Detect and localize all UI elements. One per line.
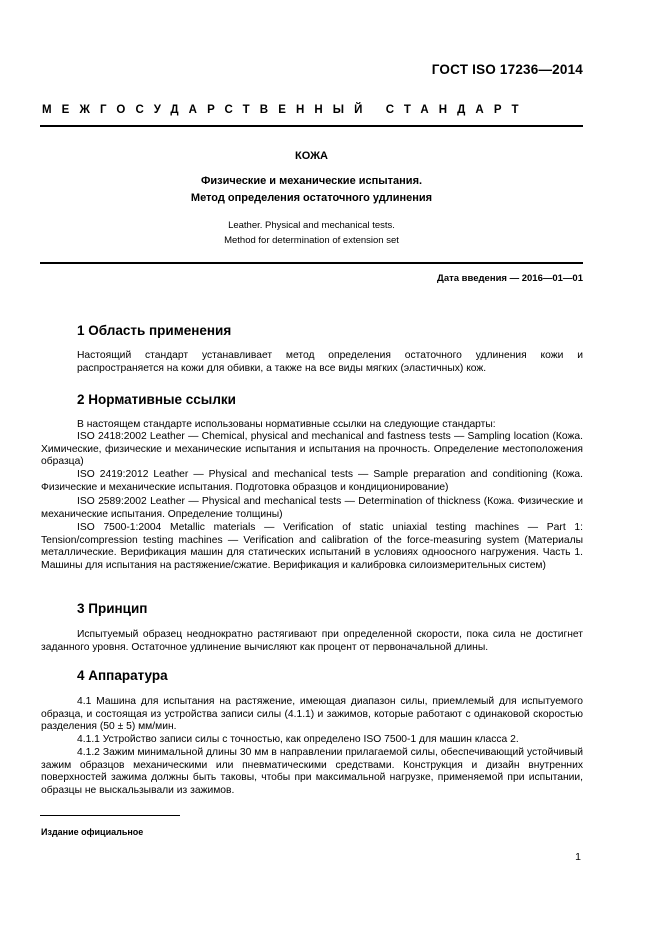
official-edition-note: Издание официальное (41, 827, 144, 837)
footer-rule (40, 815, 180, 816)
section-3-paragraph: Испытуемый образец неоднократно растягивают при определенной скорости, пока сила не достигнет заданного уровня. Остаточное удлинение вычисляют как процент от первоначальной длины. (41, 629, 583, 653)
page-number: 1 (575, 851, 581, 863)
standard-number: ГОСТ ISO 17236—2014 (431, 62, 583, 77)
interstate-standard-banner: МЕЖГОСУДАРСТВЕННЫЙ СТАНДАРТ (42, 104, 529, 116)
clause-4-1-1: 4.1.1 Устройство записи силы с точностью, как определено ISO 7500-1 для машин класса 2. (77, 734, 519, 745)
subtitle-ru-line1: Физические и механические испытания. (200, 175, 423, 187)
section-2-heading: 2 Нормативные ссылки (77, 392, 236, 407)
section-3-heading: 3 Принцип (77, 601, 148, 616)
title-rule (40, 262, 583, 264)
subtitle-en-line1: Leather. Physical and mechanical tests. (228, 220, 395, 231)
section-2-intro: В настоящем стандарте использованы нормативные ссылки на следующие стандарты: (77, 419, 496, 430)
section-1-heading: 1 Область применения (77, 323, 232, 338)
clause-4-1-2: 4.1.2 Зажим минимальной длины 30 мм в направлении прилагаемой силы, обеспечивающий устойчивый зажим образцов механическими или пневматическими средствами. Конструкция и дизайн внутренних поверхностей зажима должны быть таковы, чтобы при максимальной нагрузке, применяемой при испытании, образцы не выскальзывали из зажимов. (41, 747, 583, 796)
subtitle-ru-line2: Метод определения остаточного удлинения (190, 192, 433, 204)
clause-4-1: 4.1 Машина для испытания на растяжение, имеющая диапазон силы, приемлемый для испытуемого образца, и состоящая из устройства записи силы (4.1.1) и зажимов, которые работают с одинаковой скоростью разделения (50 ± 5) мм/мин. (41, 696, 583, 733)
reference-iso-2419: ISO 2419:2012 Leather — Physical and mechanical tests — Sample preparation and conditioning (Кожа. Физические и механические испытания. Подготовка образцов и кондиционирование) (41, 469, 583, 493)
top-rule (40, 125, 583, 127)
section-1-paragraph: Настоящий стандарт устанавливает метод определения остаточного удлинения кожи и распространяется на кожи для обивки, а также на все виды мягких (эластичных) кож. (77, 350, 583, 374)
reference-iso-7500-1: ISO 7500-1:2004 Metallic materials — Verification of static uniaxial testing machines — Part 1: Tension/compression testing machines — Verification and calibration of the force-measuring system (Материалы металлические. Верификация машин для статических испытаний в условиях одноосного нагружения. Часть 1. Машины для испытания на растяжение/сжатие. Верификация и калибровка силоизмерительных систем) (41, 522, 583, 571)
document-title: КОЖА (294, 150, 328, 162)
section-4-heading: 4 Аппаратура (77, 668, 168, 683)
subtitle-en-line2: Method for determination of extension set (224, 235, 399, 246)
reference-iso-2418: ISO 2418:2002 Leather — Chemical, physical and mechanical and fastness tests — Sampling location (Кожа. Химические, физические и механические испытания и испытания на прочность. Определение местоположения образца) (41, 431, 583, 468)
introduction-date: Дата введения — 2016—01—01 (437, 273, 583, 284)
reference-iso-2589: ISO 2589:2002 Leather — Physical and mechanical tests — Determination of thickness (Кожа. Физические и механические испытания. Определение толщины) (41, 496, 583, 520)
